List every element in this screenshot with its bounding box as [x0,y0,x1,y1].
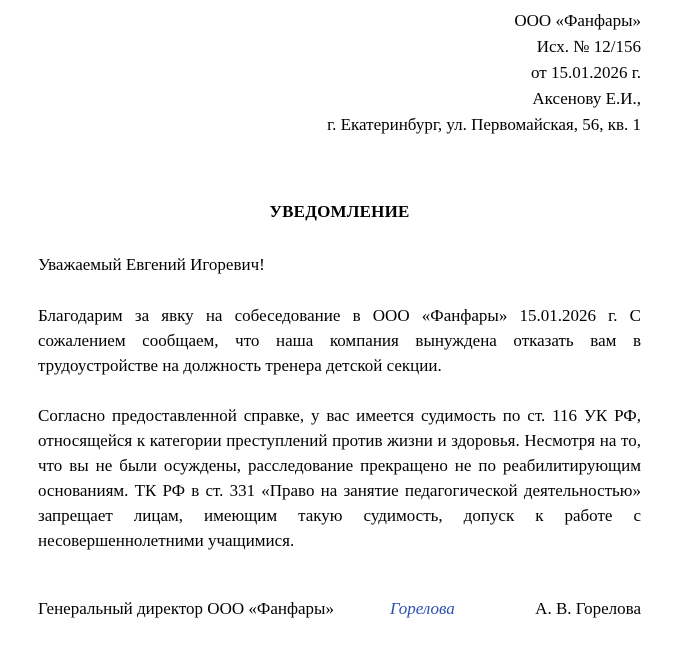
letterhead-addressee: Аксенову Е.И., [532,89,641,108]
salutation-line: Уважаемый Евгений Игоревич! [38,255,265,274]
signatory-role: Генеральный директор ООО «Фанфары» [38,599,334,618]
handwritten-signature: Горелова [389,599,455,618]
letterhead-outgoing-number: Исх. № 12/156 [536,37,641,56]
letterhead-address: г. Екатеринбург, ул. Первомайская, 56, кв. 1 [327,115,641,134]
letterhead-block [38,8,641,138]
signature-row [38,597,641,621]
body-paragraph-2: Согласно предоставленной справке, у вас имеется судимость по ст. 116 УК РФ, относящейся к категории преступлений против жизни и здоровья. Несмотря на то, что вы не были осуждены, расследование прекращено не по реабилитирующим основаниям. ТК РФ в ст. 331 «Право на занятие педагогической деятельностью» запрещает лицам, имеющим такую судимость, допуск к работе с несовершеннолетними учащимися. [38,406,641,550]
signatory-name: А. В. Горелова [535,599,641,618]
document-body [38,303,641,553]
letterhead-company: ООО «Фанфары» [514,11,641,30]
body-paragraph-1: Благодарим за явку на собеседование в ООО «Фанфары» 15.01.2026 г. С сожалением сообщаем, что наша компания вынуждена отказать вам в трудоустройстве на должность тренера детской секции. [38,306,641,375]
letterhead-date: от 15.01.2026 г. [530,63,641,82]
document-title: УВЕДОМЛЕНИЕ [269,202,410,221]
